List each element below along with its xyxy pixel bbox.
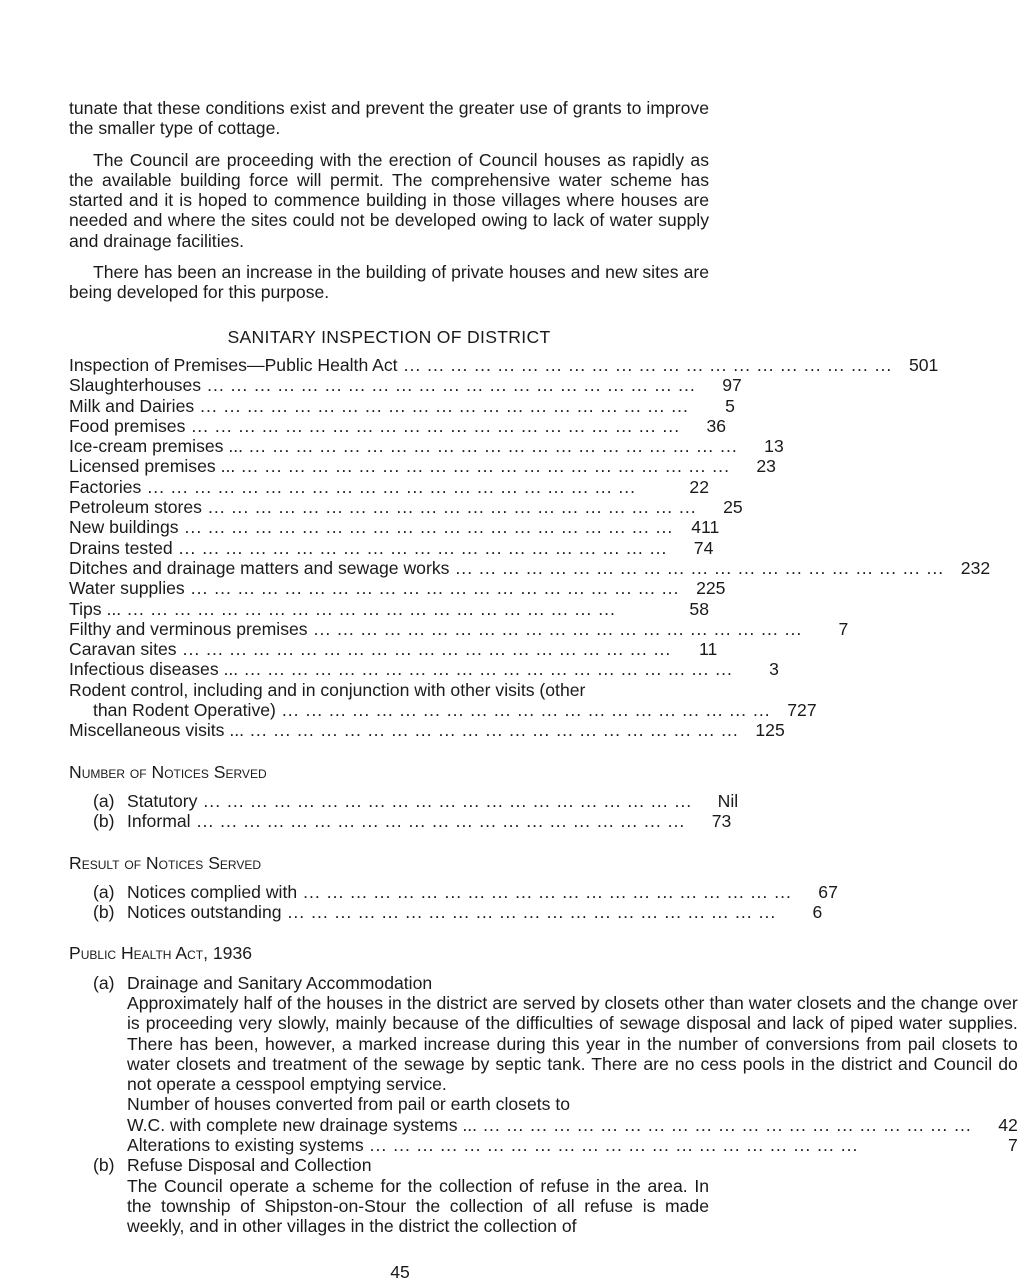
list-item: Slaughterhouses ... . 97 <box>69 375 709 395</box>
item-b-text: The Council operate a scheme for the collection of refuse in the area. In the township of Shipston-on-Stour the collection of all refuse is made weekly, and in other villages in the district the collection of <box>127 1175 709 1237</box>
notices-result-list <box>69 881 838 923</box>
public-health-items <box>69 972 1018 1237</box>
list-item: Infectious diseases ... ... . 3 <box>69 659 709 679</box>
item-a-title: Drainage and Sanitary Accommodation <box>127 972 433 993</box>
list-item: New buildings ... . 411 <box>69 517 709 537</box>
public-health-item-b: (b) Refuse Disposal and Collection The Council operate a scheme for the collection of refuse in the area. In the township of Shipston-on-Stour the collection of all refuse is made weekly, and in other villages in the district the collection of <box>93 1155 709 1237</box>
list-item: Caravan sites ... . 11 <box>69 639 709 659</box>
sanitary-inspection-list <box>69 354 991 741</box>
list-item: Tips ... ... . 58 <box>69 599 709 619</box>
intro-paragraph-2: The Council are proceeding with the erection of Council houses as rapidly as the available building force will permit. The comprehensive water scheme has started and it is hoped to commence building in those villages where houses are needed and where the sites could not be developed owing to lack of water supply and drainage facilities. <box>69 149 709 251</box>
list-item: Drains tested ... . 74 <box>69 538 709 558</box>
list-item: Filthy and verminous premises ... . 7 <box>69 619 709 639</box>
notices-result-heading: Result of Notices Served <box>69 852 262 873</box>
page-number: 45 <box>390 1262 410 1282</box>
list-item: (a) Statutory ... . Nil <box>93 791 709 811</box>
list-item: Licensed premises ... ... . 23 <box>69 456 709 476</box>
list-item: Water supplies ... . 225 <box>69 578 709 598</box>
text-column <box>69 98 1018 1237</box>
list-item: Ditches and drainage matters and sewage works ... . 232 <box>69 558 709 578</box>
public-health-act-heading: Public Health Act, 1936 <box>69 943 253 964</box>
intro-paragraph-3: There has been an increase in the building of private houses and new sites are being developed for this purpose. <box>69 262 709 303</box>
list-item: Miscellaneous visits ... ... . 125 <box>69 720 709 740</box>
item-a-text: Approximately half of the houses in the district are served by closets other than water closets and the change over is proceeding very slowly, mainly because of the difficulties of sewage disposal and lack of piped water supplies. There has been, however, a marked increase during this year in the number of conversions from pail closets to water closets and treatment of the sewage by septic tank. There are no cess pools in the district and Council do not operate a cesspool emptying service. <box>127 992 1018 1095</box>
list-item: Petroleum stores ... . 25 <box>69 497 709 517</box>
notices-served-list <box>69 790 739 832</box>
list-item: Alterations to existing systems ... . 7 <box>127 1135 1018 1155</box>
list-item: Ice-cream premises ... ... . 13 <box>69 436 709 456</box>
list-item: than Rodent Operative) ... . 727 <box>69 700 709 720</box>
notices-served-heading: Number of Notices Served <box>69 761 267 782</box>
list-item: Milk and Dairies ... . 5 <box>69 396 709 416</box>
list-item: (b) Notices outstanding ... . 6 <box>93 902 709 922</box>
sanitary-inspection-heading: SANITARY INSPECTION OF DISTRICT <box>227 326 551 347</box>
rodent-control-line-1: Rodent control, including and in conjunction with other visits (other <box>69 679 586 700</box>
list-item: Factories ... . 22 <box>69 477 709 497</box>
list-item: Inspection of Premises—Public Health Act ... . 501 <box>69 355 709 375</box>
intro-paragraph-1: tunate that these conditions exist and prevent the greater use of grants to improve the smaller type of cottage. <box>69 98 709 139</box>
list-item: (a) Notices complied with ... . 67 <box>93 882 709 902</box>
conversion-line-1: Number of houses converted from pail or earth closets to <box>127 1094 570 1115</box>
list-item: Food premises ... . 36 <box>69 416 709 436</box>
public-health-item-a: (a) Drainage and Sanitary Accommodation Approximately half of the houses in the district are served by closets other than water closets and the change over is proceeding very slowly, mainly because of the difficulties of sewage disposal and lack of piped water supplies. There has been, however, a marked increase during this year in the number of conversions from pail closets to water closets and treatment of the sewage by septic tank. There are no cess pools in the district and Council do not operate a cesspool emptying service. Number of houses converted from pail or earth closets to W.C. with complete new drainage systems ... ... . 42 Alterations to existing systems ... . 7 <box>93 973 709 1156</box>
list-item: W.C. with complete new drainage systems ... ... . 42 <box>127 1115 1018 1135</box>
list-item: (b) Informal ... . 73 <box>93 811 709 831</box>
item-b-title: Refuse Disposal and Collection <box>127 1155 372 1176</box>
